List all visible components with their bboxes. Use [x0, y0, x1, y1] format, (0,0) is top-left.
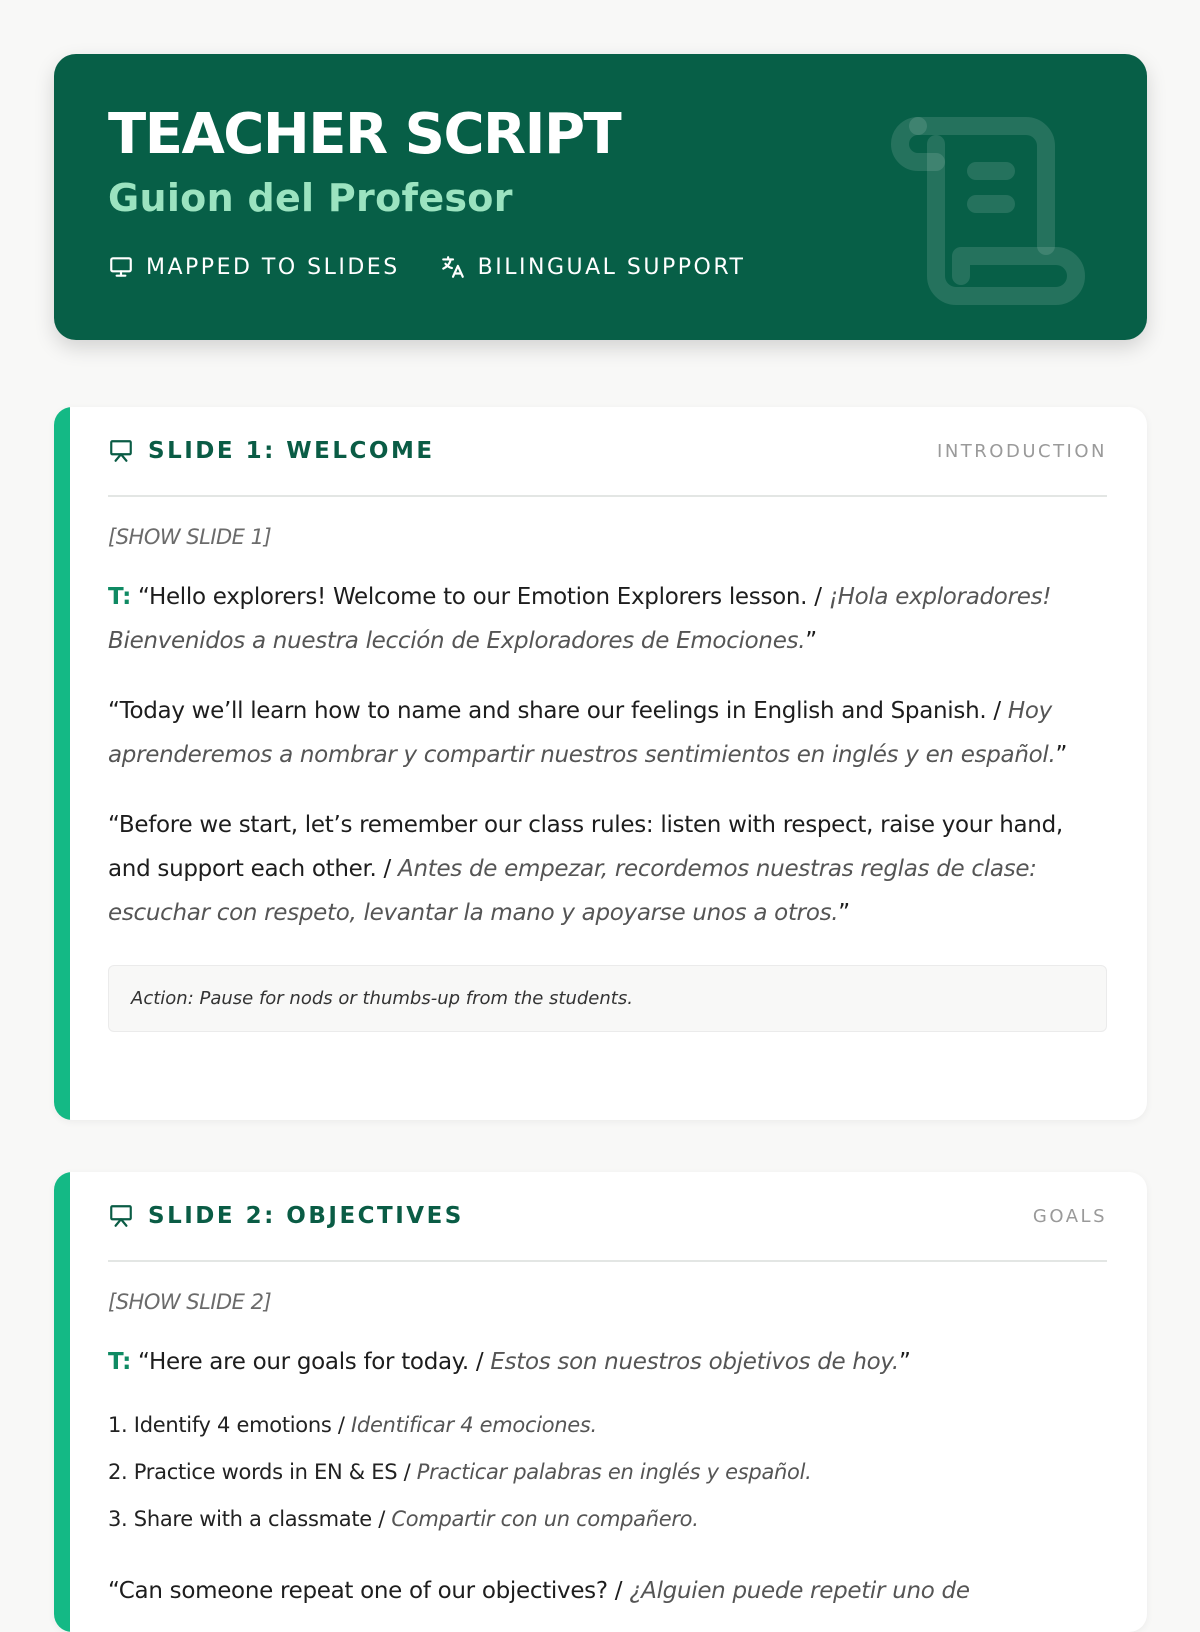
objectives-list — [108, 1402, 1107, 1543]
quote-end: ” — [805, 628, 817, 654]
english-text: “Here are our goals for today. / — [131, 1349, 491, 1375]
spanish-text: ¿Alguien puede repetir uno de — [629, 1578, 970, 1604]
card-header — [108, 1172, 1107, 1262]
tag-bilingual-support — [440, 254, 746, 280]
page-subtitle: Guion del Profesor — [108, 176, 513, 220]
tag-label: MAPPED TO SLIDES — [146, 254, 400, 280]
card-title — [108, 438, 435, 464]
script-paragraph — [108, 1569, 1107, 1613]
script-paragraph — [108, 575, 1107, 663]
card-title-text: SLIDE 2: OBJECTIVES — [148, 1203, 464, 1229]
stage-direction: [SHOW SLIDE 2] — [108, 1290, 272, 1314]
monitor-icon — [108, 254, 134, 280]
spanish-text: Identificar 4 emociones. — [351, 1413, 597, 1437]
list-item — [108, 1449, 1107, 1496]
presentation-icon — [108, 1203, 134, 1229]
script-header — [54, 54, 1147, 340]
page-title: TEACHER SCRIPT — [108, 102, 621, 167]
script-paragraph — [108, 689, 1107, 777]
english-text: “Hello explorers! Welcome to our Emotion Explorers lesson. / — [131, 584, 829, 610]
card-title — [108, 1203, 464, 1229]
spanish-text: Practicar palabras en inglés y español. — [416, 1460, 812, 1484]
spanish-text: Compartir con un compañero. — [391, 1507, 699, 1531]
quote-end: ” — [898, 1349, 911, 1375]
slide-card-2 — [54, 1172, 1147, 1632]
action-note: Action: Pause for nods or thumbs-up from the students. — [108, 965, 1107, 1032]
translate-icon — [440, 254, 466, 280]
header-tags — [108, 254, 745, 280]
card-title-text: SLIDE 1: WELCOME — [148, 438, 435, 464]
english-text: “Can someone repeat one of our objectives? / — [108, 1578, 630, 1604]
scroll-icon — [886, 116, 1086, 306]
spanish-text: Hoy aprenderemos a nombrar y compartir nuestros sentimientos en inglés y en español. — [108, 698, 1056, 768]
spanish-text: ¡Hola exploradores! Bienvenidos a nuestra lección de Exploradores de Emociones. — [108, 584, 1052, 654]
section-tag: GOALS — [1032, 1205, 1107, 1227]
english-text: “Before we start, let’s remember our class rules: listen with respect, raise your hand, and support each other. / — [108, 812, 1063, 882]
section-tag: INTRODUCTION — [937, 440, 1107, 462]
tag-mapped-to-slides — [108, 254, 400, 280]
english-text: 1. Identify 4 emotions / — [108, 1413, 352, 1437]
list-item — [108, 1496, 1107, 1543]
spanish-text: Estos son nuestros objetivos de hoy. — [490, 1349, 899, 1375]
quote-end: ” — [1055, 742, 1068, 768]
list-item — [108, 1402, 1107, 1449]
script-paragraph — [108, 803, 1107, 935]
english-text: 2. Practice words in EN & ES / — [108, 1460, 417, 1484]
spanish-text: Antes de empezar, recordemos nuestras reglas de clase: escuchar con respeto, levantar la mano y apoyarse unos a otros. — [108, 856, 1037, 926]
presentation-icon — [108, 438, 134, 464]
script-paragraph — [108, 1340, 1107, 1384]
teacher-label: T: — [108, 584, 132, 610]
slide-card-1 — [54, 407, 1147, 1120]
teacher-label: T: — [108, 1349, 132, 1375]
card-header — [108, 407, 1107, 497]
quote-end: ” — [838, 900, 850, 926]
english-text: 3. Share with a classmate / — [108, 1507, 392, 1531]
tag-label: BILINGUAL SUPPORT — [477, 254, 746, 280]
stage-direction: [SHOW SLIDE 1] — [108, 525, 272, 549]
english-text: “Today we’ll learn how to name and share our feelings in English and Spanish. / — [108, 698, 1008, 724]
